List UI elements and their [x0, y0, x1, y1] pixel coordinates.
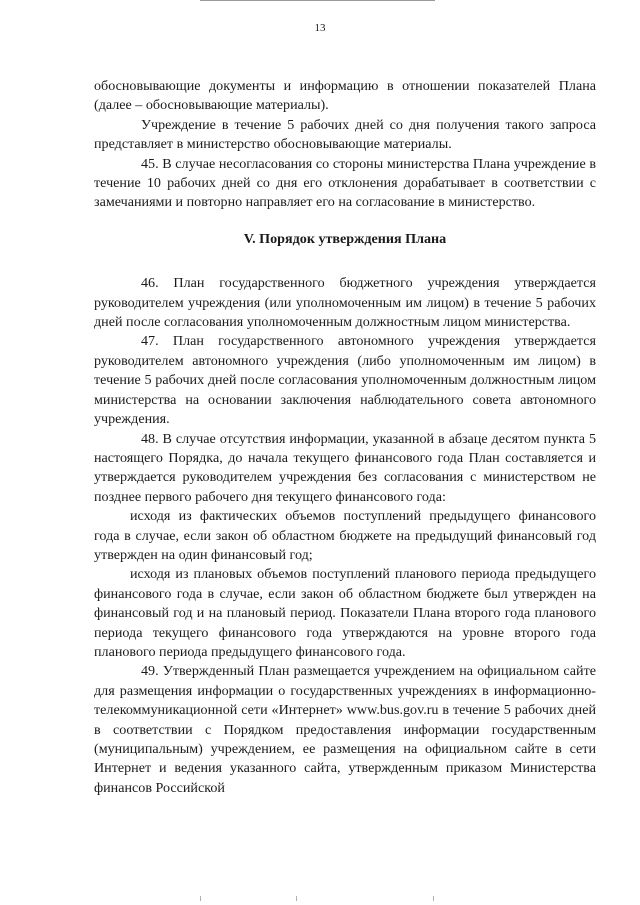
- sub-item-planned-receipts: исходя из плановых объемов поступлений планового периода предыдущего финансового года в случае, если закон об областном бюджете был утвержден на финансовый год и на плановый период. Показатели Плана второго года планового периода текущего финансового года утверждаются на уровне второго года планового периода предыдущего финансового года.: [94, 566, 596, 660]
- paragraph-48: 48. В случае отсутствия информации, указанной в абзаце десятом пункта 5 настоящего Порядка, до начала текущего финансового года План составляется и утверждается руководителем учреждения без согласования с министерством не позднее первого рабочего дня текущего финансового года:: [94, 430, 596, 505]
- paragraph-45: 45. В случае несогласования со стороны министерства Плана учреждение в течение 10 рабочих дней со дня его отклонения дорабатывает в соответствии с замечаниями и повторно направляет его на согласование в министерство.: [94, 155, 596, 211]
- paragraph-49: 49. Утвержденный План размещается учреждением на официальном сайте для размещения информации о государственных учреждениях в информационно-телекоммуникационной сети «Интернет» www.bus.gov.ru в течение 5 рабочих дней в соответствии с Порядком предоставления информации государственным (муниципальным) учреждением, ее размещения на официальном сайте в сети Интернет и ведения указанного сайта, утвержденным приказом Министерства финансов Российской: [94, 663, 596, 796]
- page-number: 13: [314, 22, 326, 34]
- scan-mark-center: [296, 896, 297, 901]
- scan-mark-right: [433, 896, 434, 901]
- paragraph-47: 47. План государственного автономного учреждения утверждается руководителем автономного учреждения (либо уполномоченным им лицом) в течение 5 рабочих дней после согласования уполномоченным должностным лицом министерства на основании заключения наблюдательного совета автономного учреждения.: [94, 333, 596, 428]
- top-rule: [200, 0, 435, 1]
- section-heading: V. Порядок утверждения Плана: [243, 230, 447, 247]
- scan-mark-left: [200, 896, 201, 901]
- paragraph-institution-submission: Учреждение в течение 5 рабочих дней со дня получения такого запроса представляет в министерство обосновывающие материалы.: [94, 116, 596, 153]
- paragraph-46: 46. План государственного бюджетного учреждения утверждается руководителем учреждения (или уполномоченным им лицом) в течение 5 рабочих дней после согласования уполномоченным должностным лицом министерства.: [94, 275, 596, 331]
- sub-item-actual-receipts: исходя из фактических объемов поступлений предыдущего финансового года в случае, если закон об областном бюджете на предыдущий финансовый год утвержден на один финансовый год;: [94, 508, 596, 563]
- document-body: [94, 77, 596, 798]
- paragraph-continuation: обосновывающие документы и информацию в отношении показателей Плана (далее – обосновывающие материалы).: [94, 78, 596, 114]
